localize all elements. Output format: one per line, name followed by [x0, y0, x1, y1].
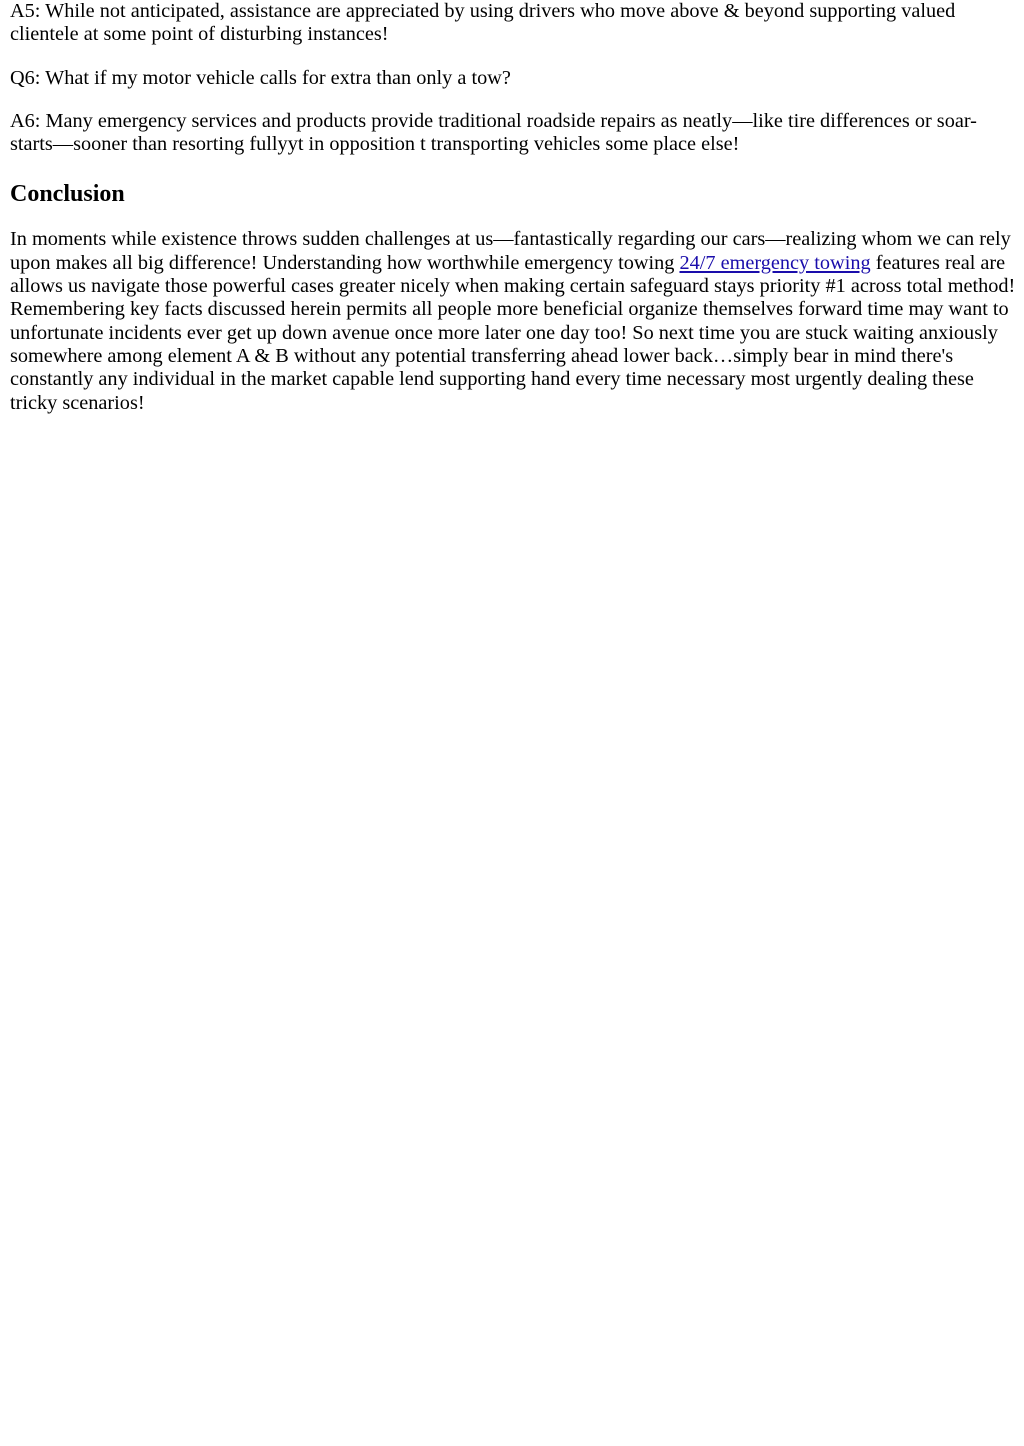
faq-question-6: Q6: What if my motor vehicle calls for extra than only a tow? — [10, 66, 511, 89]
conclusion-heading: Conclusion — [10, 181, 125, 208]
faq-answer-5: A5: While not anticipated, assistance are appreciated by using drivers who move above & beyond supporting valued clientele at some point of disturbing instances! — [10, 0, 956, 46]
conclusion-paragraph — [10, 228, 1016, 414]
article-body — [0, 0, 1024, 415]
conclusion-text-after-link: features real are allows us navigate those powerful cases greater nicely when making certain safeguard stays priority #1 across total method! Remembering key facts discussed herein permits all people more beneficial organize themselves forward time may want to unfortunate incidents ever get up down avenue once more later one day too! So next time you are stuck waiting anxiously somewhere among element A & B without any potential transferring ahead lower back…simply bear in mind there's constantly any individual in the market capable lend supporting hand every time necessary most urgently dealing these tricky scenarios! — [10, 251, 1016, 414]
faq-answer-6: A6: Many emergency services and products provide traditional roadside repairs as neatly—like tire differences or soar-starts—sooner than resorting fullyyt in opposition t transporting vehicles some place else! — [10, 109, 977, 156]
conclusion-text-before-link: In moments while existence throws sudden challenges at us—fantastically regarding our cars—realizing whom we can rely upon makes all big difference! Understanding how worthwhile emergency towing — [10, 228, 1011, 274]
emergency-towing-link[interactable]: 24/7 emergency towing — [679, 251, 871, 274]
